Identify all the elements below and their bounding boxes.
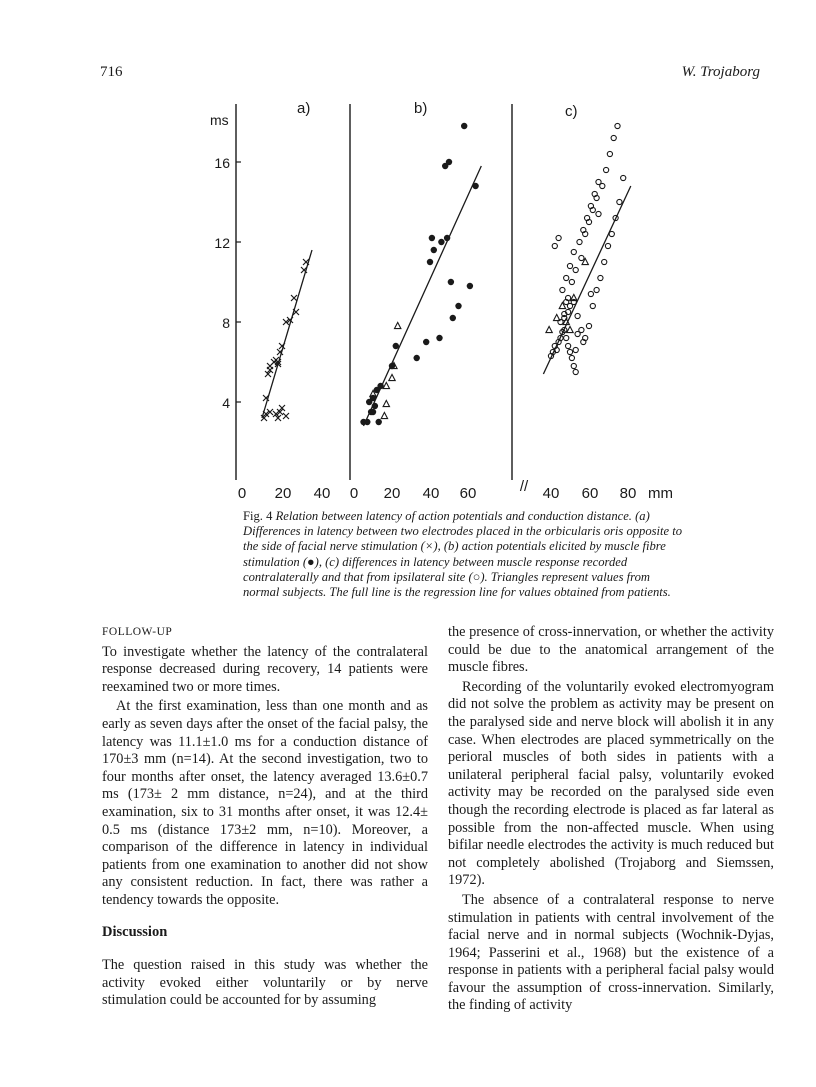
data-point-triangle <box>567 326 573 332</box>
x-tick-label-c: 40 <box>542 485 560 502</box>
caption-label: Fig. 4 <box>243 509 273 523</box>
data-point-dot <box>446 159 452 165</box>
data-point-triangle <box>383 400 389 406</box>
figure-labels <box>210 100 673 502</box>
data-point-dot <box>444 235 450 241</box>
caption-text: Relation between latency of action potentials and conduction distance. (a) Differences in latency between two electrodes placed in the orbicularis oris opposite to the side of facial nerve stimulation (×), (b) action potentials elicited by muscle fibre stimulation (●), (c) differences in latency between muscle response recorded contralaterally and that from ipsilateral site (○). Triangles represent values from normal subjects. The full line is the regression line for values obtained from patients. <box>243 509 683 600</box>
discussion-heading: Discussion <box>102 923 168 940</box>
paragraph: the presence of cross-innervation, or whether the activity could be due to the anatomical arrangement of the muscle fibres. <box>448 624 774 676</box>
data-point-circle <box>560 287 565 292</box>
x-tick-label-b: 40 <box>422 485 440 502</box>
data-point-circle <box>600 183 605 188</box>
panel-label-c: c) <box>565 103 578 120</box>
data-point-triangle <box>546 326 552 332</box>
regression-line <box>262 250 312 418</box>
y-tick-label: 16 <box>214 155 230 171</box>
data-point-circle <box>594 287 599 292</box>
axis-break-mark: // <box>519 478 529 495</box>
data-point-dot <box>431 247 437 253</box>
data-point-circle <box>556 235 561 240</box>
data-point-dot <box>366 399 372 405</box>
data-point-dot <box>461 123 467 129</box>
data-point-circle <box>605 243 610 248</box>
data-point-triangle <box>381 412 387 418</box>
data-point-circle <box>567 263 572 268</box>
data-point-circle <box>564 275 569 280</box>
data-point-circle <box>569 355 574 360</box>
x-tick-label-a: 0 <box>237 485 247 502</box>
data-point-triangle <box>582 258 588 264</box>
data-point-cross <box>283 413 289 419</box>
paragraph: To investigate whether the latency of the contralateral response decreased during recovery, 14 patients were reexamined two or more times. <box>102 643 428 695</box>
data-point-triangle <box>395 322 401 328</box>
paragraph: The absence of a contralateral response to nerve stimulation in patients with central involvement of the facial nerve and in normal subjects (Wochnik-Dyjas, 1964; Passerini et al., 1968) but the existence of a response in patients with a peripheral facial palsy would favour the assumption of cross-innervation. Similarly, the finding of activity <box>448 891 774 1014</box>
data-point-circle <box>598 275 603 280</box>
data-point-circle <box>579 255 584 260</box>
figure-caption <box>243 509 683 600</box>
x-tick-label-b: 20 <box>383 485 401 502</box>
data-point-circle <box>569 279 574 284</box>
x-tick-label-c: 80 <box>619 485 637 502</box>
y-tick-label: 4 <box>222 395 230 411</box>
data-point-dot <box>429 235 435 241</box>
data-point-circle <box>571 363 576 368</box>
figure-4-scatter-plots <box>0 0 816 505</box>
x-tick-label-b: 0 <box>349 485 359 502</box>
y-unit-label: ms <box>210 112 229 128</box>
data-point-circle <box>564 335 569 340</box>
data-point-circle <box>575 313 580 318</box>
panel-label-b: b) <box>414 100 428 117</box>
data-point-circle <box>615 123 620 128</box>
panel-label-a: a) <box>297 100 311 117</box>
data-point-circle <box>573 267 578 272</box>
data-point-circle <box>567 349 572 354</box>
data-point-circle <box>607 151 612 156</box>
data-point-circle <box>571 249 576 254</box>
paragraph: At the first examination, less than one month and as early as seven days after the onset of the facial palsy, the latency was 11.1±1.0 ms for a conduction distance of 170±3 mm (n=14). At the second investigation, two to four months after onset, the latency averaged 13.6±0.7 ms (173± 2 mm distance, n=24), and at the third examination, six to 31 months after onset, it was 12.4± 0.5 ms (distance 173±2 mm, n=10). Moreover, a comparison of the difference in latency in individual patients from one examination to another did not show any consistent reduction. In fact, there was rather a tendency towards the opposite. <box>102 698 428 908</box>
data-point-dot <box>448 279 454 285</box>
regression-line <box>543 186 630 374</box>
paragraph: The question raised in this study was whether the activity evoked either voluntarily or by nerve stimulation could be accounted for by assuming <box>102 957 428 1009</box>
x-tick-label-a: 20 <box>274 485 292 502</box>
data-point-circle <box>586 323 591 328</box>
left-column <box>102 624 428 1010</box>
data-point-circle <box>573 369 578 374</box>
y-tick-label: 8 <box>222 315 230 331</box>
data-point-circle <box>573 347 578 352</box>
data-point-cross <box>267 363 273 369</box>
data-point-dot <box>427 259 433 265</box>
running-head: W. Trojaborg <box>681 64 760 80</box>
follow-up-heading: FOLLOW-UP <box>102 626 173 638</box>
data-point-triangle <box>389 374 395 380</box>
data-point-dot <box>455 303 461 309</box>
data-point-circle <box>552 243 557 248</box>
data-point-dot <box>414 355 420 361</box>
right-column <box>448 624 774 1015</box>
data-point-dot <box>393 343 399 349</box>
y-tick-label: 12 <box>214 235 230 251</box>
data-point-circle <box>590 303 595 308</box>
data-point-dot <box>364 419 370 425</box>
data-point-circle <box>566 343 571 348</box>
data-point-dot <box>467 283 473 289</box>
data-point-circle <box>611 135 616 140</box>
data-point-circle <box>579 327 584 332</box>
data-point-dot <box>372 403 378 409</box>
figure-axes <box>236 104 512 480</box>
data-point-dot <box>472 183 478 189</box>
data-point-triangle <box>554 314 560 320</box>
data-point-dot <box>423 339 429 345</box>
data-point-circle <box>596 211 601 216</box>
data-point-dot <box>436 335 442 341</box>
data-point-circle <box>621 175 626 180</box>
data-point-dot <box>450 315 456 321</box>
x-tick-label-c: 60 <box>581 485 599 502</box>
data-point-circle <box>609 231 614 236</box>
x-tick-label-b: 60 <box>459 485 477 502</box>
data-point-cross <box>291 295 297 301</box>
data-point-circle <box>617 199 622 204</box>
data-point-circle <box>588 291 593 296</box>
x-tick-label-a: 40 <box>313 485 331 502</box>
data-point-circle <box>577 239 582 244</box>
data-point-triangle <box>383 382 389 388</box>
data-point-dot <box>370 409 376 415</box>
data-point-dot <box>438 239 444 245</box>
x-unit-label: mm <box>648 485 673 502</box>
figure-marks <box>261 123 631 426</box>
page-number: 716 <box>100 64 123 80</box>
data-point-dot <box>376 419 382 425</box>
data-point-circle <box>604 167 609 172</box>
data-point-circle <box>602 259 607 264</box>
paragraph: Recording of the voluntarily evoked electromyogram did not solve the problem as activity may be present on the paralysed side and nerve block will abolish it in any case. When electrodes are placed symmetrically on the perioral muscles of both sides in patients with a unilateral peripheral facial palsy, voluntarily evoked activity may be recorded on the paralysed side even though the recording electrode is placed as far lateral as possible from the non-affected muscle. When using bifilar needle electrodes the activity is much reduced but not completely abolished (Trojaborg and Siemssen, 1972). <box>448 678 774 889</box>
